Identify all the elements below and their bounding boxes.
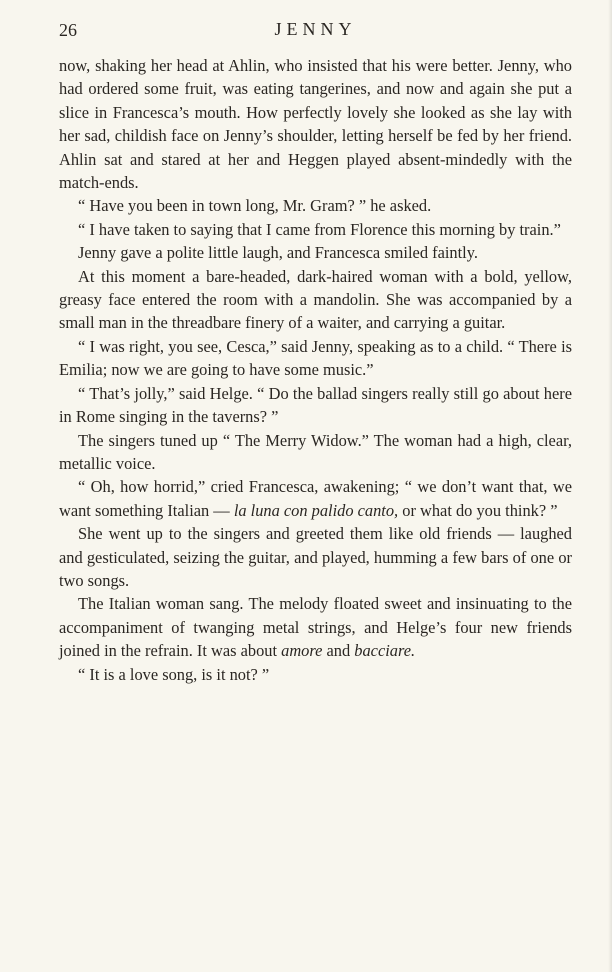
italic-phrase: la luna con palido canto, [233,500,399,520]
paragraph: She went up to the singers and greeted them like old friends — laughed and gesticulated, seizing the guitar, and played, humming a few bars of one or two songs. [59,524,572,590]
paragraph [59,592,572,662]
paragraph-text: and [322,641,355,661]
page-number: 26 [59,20,77,40]
paragraph: Jenny gave a polite little laugh, and Francesca smiled faintly. [78,243,478,263]
page-header [59,18,572,48]
paragraph: “ That’s jolly,” said Helge. “ Do the ballad singers really still go about here in Rome singing in the taverns? ” [59,383,572,427]
italic-word: amore [281,641,323,661]
body-text [59,54,572,686]
paragraph-text: or what do you think? ” [398,500,558,520]
paragraph: The singers tuned up “ The Merry Widow.” The woman had a high, clear, metallic voice. [59,430,572,473]
paragraph [59,475,572,522]
paragraph: At this moment a bare-headed, dark-haired woman with a bold, yellow, greasy face entered the room with a mandolin. She was accompanied by a small man in the threadbare finery of a waiter, and carrying a guitar. [59,266,572,333]
paragraph: “ It is a love song, is it not? ” [78,664,270,684]
running-title: JENNY [274,19,357,39]
page-edge-shadow [608,0,612,972]
paragraph-text: “ Oh, how horrid,” cried Francesca, awakening; “ we don’t want that, we want something Italian — [59,477,572,520]
paragraph-text: The Italian woman sang. The melody floated sweet and insinuating to the accompaniment of twanging metal strings, and Helge’s four new friends joined in the refrain. It was about [59,594,572,661]
book-page [59,18,572,686]
paragraph: now, shaking her head at Ahlin, who insisted that his were better. Jenny, who had ordered some fruit, was eating tangerines, and now and again she put a slice in Francesca’s mouth. How perfectly lovely she looked as she lay with her sad, childish face on Jenny’s shoulder, letting herself be fed by her friend. Ahlin sat and stared at her and Heggen played absent-mindedly with the match-ends. [59,56,572,193]
paragraph: “ Have you been in town long, Mr. Gram? ” he asked. [78,196,432,216]
paragraph: “ I have taken to saying that I came from Florence this morning by train.” [78,219,561,239]
paragraph: “ I was right, you see, Cesca,” said Jenny, speaking as to a child. “ There is Emilia; now we are going to have some music.” [59,336,572,380]
italic-word: bacciare. [354,641,416,661]
